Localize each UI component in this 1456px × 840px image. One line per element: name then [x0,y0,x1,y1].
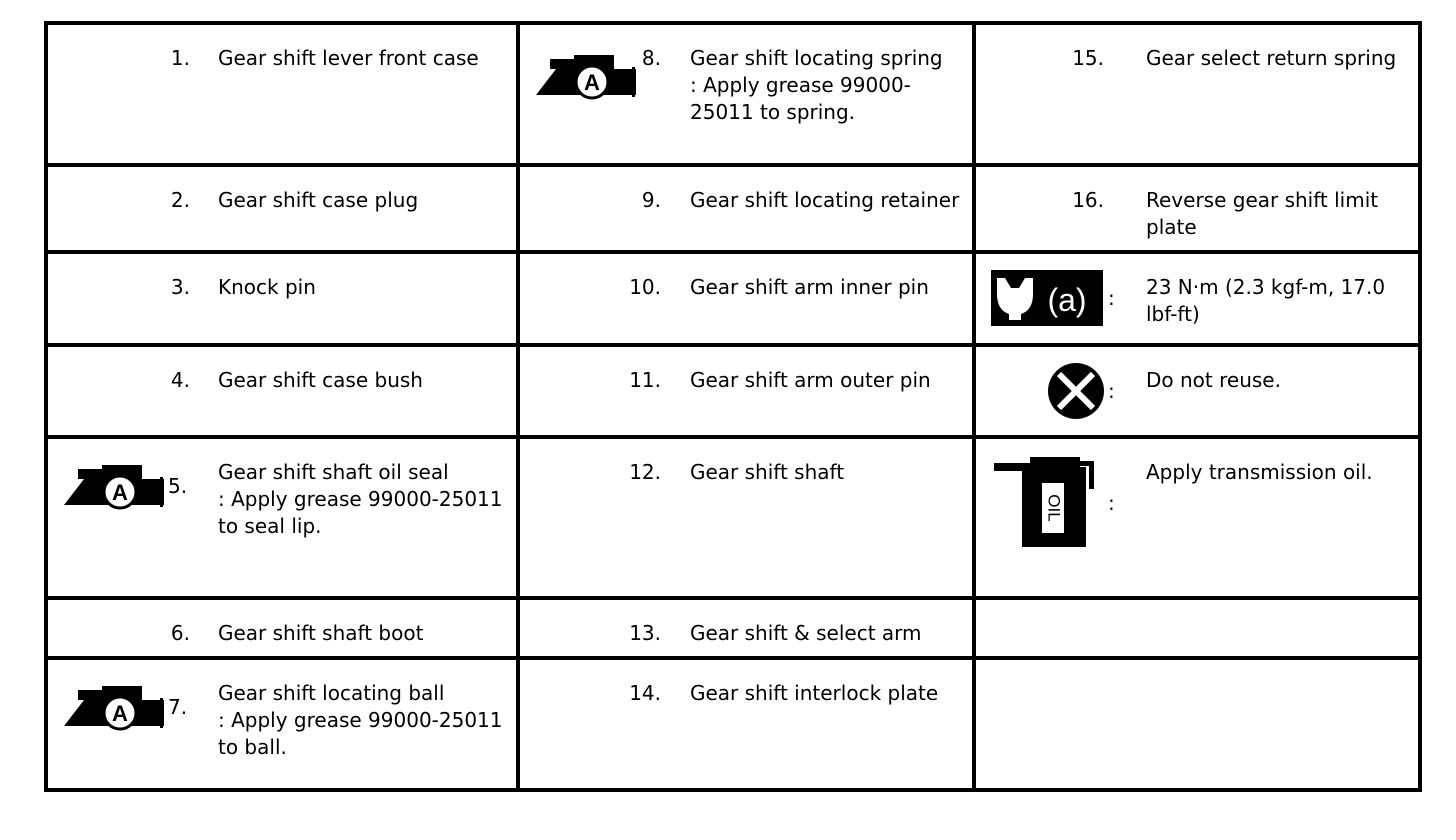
item-number: 5. [168,474,188,499]
grease-icon-label: A [112,701,128,727]
legend-cell-12 [518,437,974,598]
legend-cell-empty [974,598,1420,658]
item-description: Reverse gear shift limit plate [1146,187,1379,239]
legend-cell-oil [974,437,1420,598]
grease-gun-a-icon [62,674,166,734]
item-number: 10. [629,275,661,300]
item-description: Gear shift locating retainer [690,187,960,212]
grease-gun-a-icon [62,453,166,513]
symbol-colon: : [1108,378,1115,403]
item-number: 3. [170,275,190,300]
item-text: Gear shift locating spring [690,46,943,70]
item-number: 7. [168,695,188,720]
legend-cell-6 [46,598,518,658]
legend-cell-7 [46,658,518,790]
item-description [218,680,508,761]
no-reuse-text: Do not reuse. [1146,367,1281,392]
item-number: 2. [170,187,190,212]
item-description: Gear shift case bush [218,367,423,392]
item-description: Gear shift interlock plate [690,681,939,706]
item-number: 13. [629,620,661,645]
item-description: Gear shift shaft boot [218,620,424,645]
item-number: 4. [170,367,190,392]
legend-cell-empty [974,658,1420,790]
legend-cell-11 [518,345,974,437]
item-number: 9. [641,187,661,212]
item-description: Gear shift arm outer pin [690,367,931,392]
grease-icon-label: A [112,480,128,506]
legend-table [44,21,1422,792]
legend-cell-4 [46,345,518,437]
grease-icon-label: A [584,70,600,95]
item-description: Gear select return spring [1146,46,1397,70]
item-description: Gear shift arm inner pin [690,275,929,300]
legend-cell-2 [46,165,518,252]
item-number: 12. [629,460,661,485]
legend-cell-9 [518,165,974,252]
legend-cell-16 [974,165,1420,252]
item-text: Gear shift shaft oil seal [218,460,449,485]
item-text: Gear shift locating ball [218,681,445,706]
item-number: 1. [170,46,190,70]
item-number: 6. [170,620,190,645]
legend-cell-13 [518,598,974,658]
legend-cell-3 [46,252,518,344]
grease-gun-a-icon [534,43,638,103]
item-note: : Apply grease 99000-25011 to ball. [218,708,503,760]
item-note: : Apply grease 99000-25011 to spring. [690,73,911,124]
item-number: 16. [1072,187,1104,212]
item-description [690,45,970,126]
legend-cell-torque [974,252,1420,344]
item-note: : Apply grease 99000-25011 to seal lip. [218,487,503,539]
item-number: 11. [629,367,661,392]
item-description [218,459,508,540]
torque-spec: 23 N·m (2.3 kgf-m, 17.0 lbf-ft) [1146,275,1386,327]
oil-can-icon [994,455,1104,549]
legend-cell-8 [518,23,974,165]
legend-cell-10 [518,252,974,344]
item-number: 8. [641,46,661,70]
torque-icon-label: (a) [1047,282,1087,319]
item-description: Knock pin [218,275,316,300]
torque-wrench-a-icon [991,270,1103,326]
legend-cell-1 [46,23,518,165]
legend-cell-5 [46,437,518,598]
do-not-reuse-icon [1046,361,1106,421]
item-number: 15. [1072,46,1104,70]
symbol-colon: : [1108,286,1115,311]
oil-icon-label: OIL [1044,494,1064,522]
item-number: 14. [629,681,661,706]
item-description: Gear shift & select arm [690,620,922,645]
legend-cell-14 [518,658,974,790]
item-description: Gear shift lever front case [218,46,479,70]
legend-cell-15 [974,23,1420,165]
item-description: Gear shift shaft [690,460,845,485]
item-description: Gear shift case plug [218,187,419,212]
legend-cell-no-reuse [974,345,1420,437]
oil-text: Apply transmission oil. [1146,460,1373,485]
symbol-colon: : [1108,491,1115,516]
